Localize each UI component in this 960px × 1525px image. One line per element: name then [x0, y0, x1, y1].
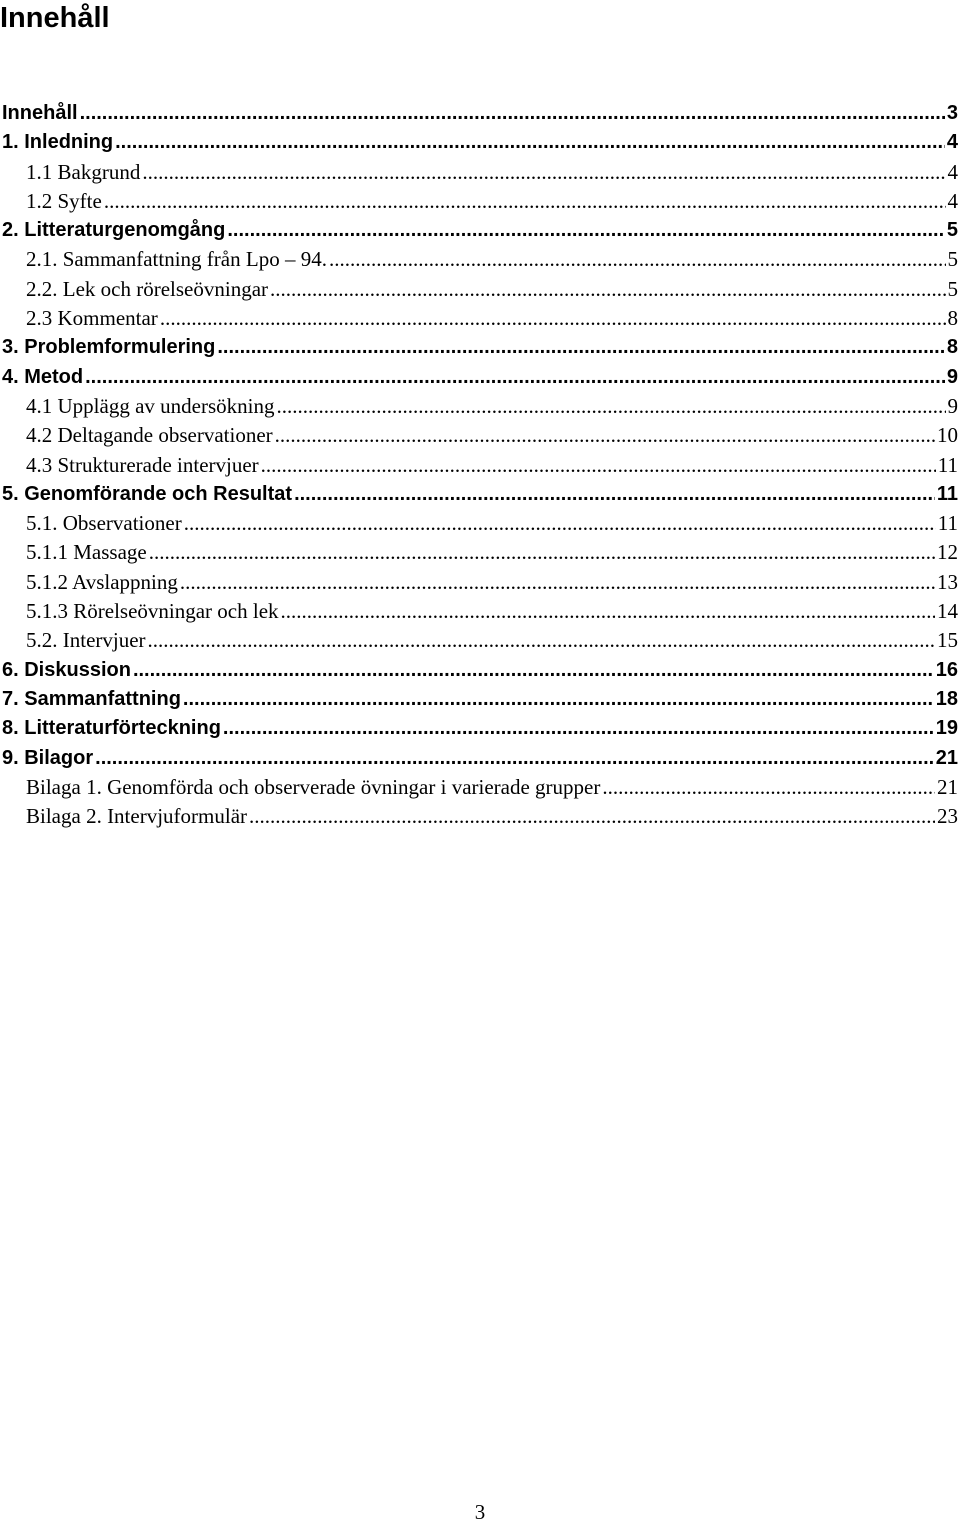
- toc-entry-title: 8. Litteraturförteckning: [2, 717, 221, 740]
- dot-leader: [249, 802, 935, 831]
- dot-leader: [142, 158, 945, 187]
- dot-leader: [115, 128, 945, 157]
- toc-entry-page-number: 4: [947, 188, 958, 213]
- dot-leader: [148, 626, 935, 655]
- dot-leader: [281, 597, 935, 626]
- toc-entry[interactable]: [0, 363, 960, 392]
- toc-entry-page-number: 21: [935, 746, 958, 769]
- toc-entry-page-number: 11: [936, 482, 958, 505]
- toc-entry-title: 7. Sammanfattning: [2, 687, 181, 710]
- dot-leader: [149, 538, 935, 567]
- toc-entry-title: 4.1 Upplägg av undersökning: [26, 393, 275, 418]
- toc-entry-page-number: 18: [935, 687, 958, 710]
- toc-entry-title: 5.2. Intervjuer: [26, 628, 146, 653]
- toc-entry-title: 1.2 Syfte: [26, 188, 102, 213]
- toc-entry-title: 2.3 Kommentar: [26, 306, 158, 331]
- toc-entry-title: 2.1. Sammanfattning från Lpo – 94.: [26, 247, 327, 272]
- toc-entry[interactable]: [0, 421, 960, 450]
- toc-entry[interactable]: [0, 538, 960, 567]
- dot-leader: [133, 656, 934, 685]
- page-title: Innehåll: [0, 2, 110, 34]
- toc-entry-page-number: 8: [946, 336, 958, 359]
- toc-entry-title: 9. Bilagor: [2, 746, 94, 769]
- toc-entry-title: 4.3 Strukturerade intervjuer: [26, 452, 259, 477]
- toc-entry-page-number: 4: [946, 131, 958, 154]
- dot-leader: [95, 744, 934, 773]
- toc-entry-page-number: 13: [937, 569, 958, 594]
- toc-entry-page-number: 21: [937, 774, 958, 799]
- toc-entry-title: Innehåll: [2, 102, 78, 124]
- toc-entry[interactable]: [0, 245, 960, 274]
- dot-leader: [329, 245, 946, 274]
- toc-entry-page-number: 9: [946, 365, 958, 388]
- dot-leader: [217, 333, 945, 362]
- toc-entry-title: 5.1.2 Avslappning: [26, 569, 178, 594]
- toc-entry[interactable]: [0, 597, 960, 626]
- toc-entry[interactable]: [0, 304, 960, 333]
- toc-entry-page-number: 5: [947, 276, 958, 301]
- toc-entry-title: 5.1.1 Massage: [26, 540, 147, 565]
- dot-leader: [85, 363, 945, 392]
- dot-leader: [160, 304, 946, 333]
- toc-entry-page-number: 11: [937, 452, 958, 477]
- toc-entry-title: 4.2 Deltagande observationer: [26, 423, 273, 448]
- toc-entry-page-number: 5: [946, 219, 958, 242]
- toc-entry-title: 2. Litteraturgenomgång: [2, 219, 226, 242]
- toc-entry-page-number: 5: [947, 247, 958, 272]
- toc-entry-page-number: 3: [946, 102, 958, 124]
- toc-entry-page-number: 15: [937, 628, 958, 653]
- toc-entry-title: 1. Inledning: [2, 131, 114, 154]
- toc-entry-title: 5. Genomförande och Resultat: [2, 482, 293, 505]
- toc-entry-page-number: 23: [937, 804, 958, 829]
- toc-entry[interactable]: [0, 480, 960, 509]
- toc-entry-title: 6. Diskussion: [2, 658, 131, 681]
- dot-leader: [294, 480, 935, 509]
- toc-entry[interactable]: [0, 773, 960, 802]
- toc-entry[interactable]: [0, 744, 960, 773]
- toc-entry-page-number: 10: [937, 423, 958, 448]
- toc-entry-title: 5.1.3 Rörelseövningar och lek: [26, 599, 279, 624]
- toc-entry-page-number: 11: [937, 511, 958, 536]
- toc-entry[interactable]: [0, 568, 960, 597]
- toc-entry[interactable]: [0, 333, 960, 362]
- toc-entry-title: 1.1 Bakgrund: [26, 159, 141, 184]
- toc-entry-title: 3. Problemformulering: [2, 336, 216, 359]
- toc-entry-page-number: 9: [947, 393, 958, 418]
- toc-entry[interactable]: [0, 685, 960, 714]
- dot-leader: [180, 568, 935, 597]
- toc-entry[interactable]: [0, 802, 960, 831]
- toc-entry[interactable]: [0, 128, 960, 157]
- toc-entry[interactable]: [0, 275, 960, 304]
- toc-entry[interactable]: [0, 656, 960, 685]
- toc-entry[interactable]: [0, 392, 960, 421]
- dot-leader: [602, 773, 935, 802]
- dot-leader: [275, 421, 935, 450]
- toc-entry-page-number: 19: [935, 717, 958, 740]
- dot-leader: [223, 714, 934, 743]
- toc-entry-title: 5.1. Observationer: [26, 511, 182, 536]
- table-of-contents: [0, 99, 960, 831]
- dot-leader: [227, 216, 945, 245]
- toc-entry-title: Bilaga 2. Intervjuformulär: [26, 804, 248, 829]
- dot-leader: [80, 99, 945, 128]
- toc-entry-page-number: 14: [937, 599, 958, 624]
- dot-leader: [261, 451, 936, 480]
- toc-entry[interactable]: [0, 626, 960, 655]
- dot-leader: [276, 392, 945, 421]
- dot-leader: [183, 685, 934, 714]
- toc-entry[interactable]: [0, 451, 960, 480]
- toc-entry-page-number: 12: [937, 540, 958, 565]
- toc-entry-title: Bilaga 1. Genomförda och observerade övningar i varierade grupper: [26, 774, 601, 799]
- toc-entry-page-number: 16: [935, 658, 958, 681]
- dot-leader: [184, 509, 936, 538]
- toc-entry[interactable]: [0, 99, 960, 128]
- toc-entry-page-number: 8: [947, 306, 958, 331]
- toc-entry[interactable]: [0, 714, 960, 743]
- toc-entry-title: 4. Metod: [2, 365, 84, 388]
- page-number: 3: [474, 1500, 486, 1524]
- dot-leader: [104, 187, 946, 216]
- toc-entry[interactable]: [0, 216, 960, 245]
- toc-entry[interactable]: [0, 509, 960, 538]
- toc-entry-title: 2.2. Lek och rörelseövningar: [26, 276, 269, 301]
- toc-entry-page-number: 4: [947, 159, 958, 184]
- dot-leader: [270, 275, 945, 304]
- toc-entry[interactable]: [0, 187, 960, 216]
- toc-entry[interactable]: [0, 158, 960, 187]
